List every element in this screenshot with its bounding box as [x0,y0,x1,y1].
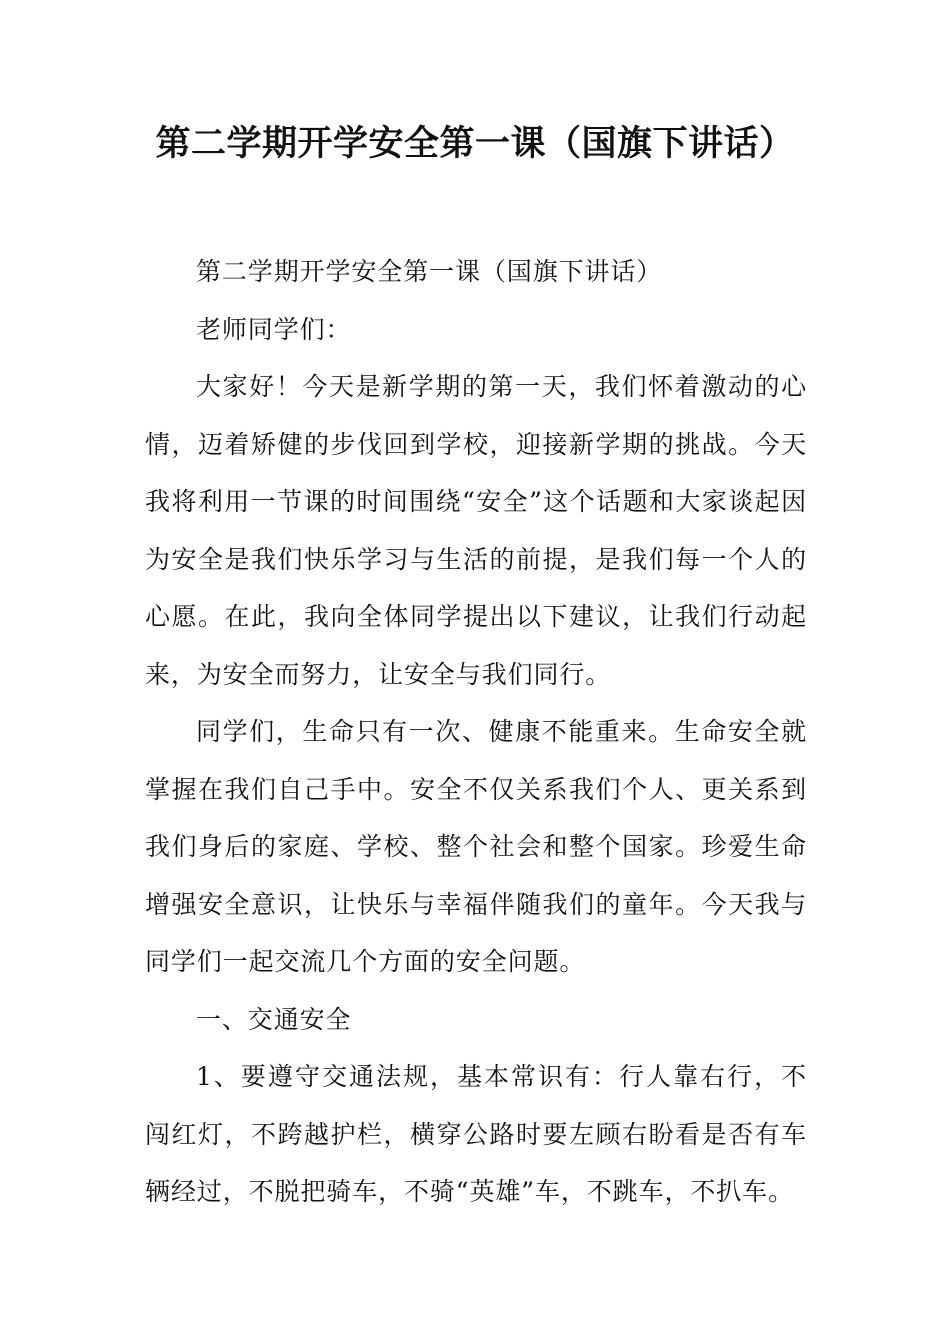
paragraph-section-heading: 一、交通安全 [196,1004,352,1034]
document-body [145,243,807,1221]
paragraph-life-safety: 同学们，生命只有一次、健康不能重来。生命安全就掌握在我们自己手中。安全不仅关系我们个人、更关系到我们身后的家庭、学校、整个社会和整个国家。珍爱生命增强安全意识，让快乐与幸福伴随我们的童年。今天我与同学们一起交流几个方面的安全问题。 [145,717,807,976]
paragraph-subtitle: 第二学期开学安全第一课（国旗下讲话） [196,257,663,286]
paragraph-greeting: 大家好！今天是新学期的第一天，我们怀着激动的心情，迈着矫健的步伐回到学校，迎接新学期的挑战。今天我将利用一节课的时间围绕“安全”这个话题和大家谈起因为安全是我们快乐学习与生活的前提，是我们每一个人的心愿。在此，我向全体同学提出以下建议，让我们行动起来，为安全而努力，让安全与我们同行。 [145,372,807,689]
paragraph-salutation: 老师同学们： [196,314,352,344]
document-title: 第二学期开学安全第一课（国旗下讲话） [155,124,795,164]
paragraph-traffic-rules: 1、要遵守交通法规，基本常识有：行人靠右行，不闯红灯，不跨越护栏，横穿公路时要左顾右盼看是否有车辆经过，不脱把骑车，不骑“英雄”车，不跳车，不扒车。 [145,1062,807,1206]
